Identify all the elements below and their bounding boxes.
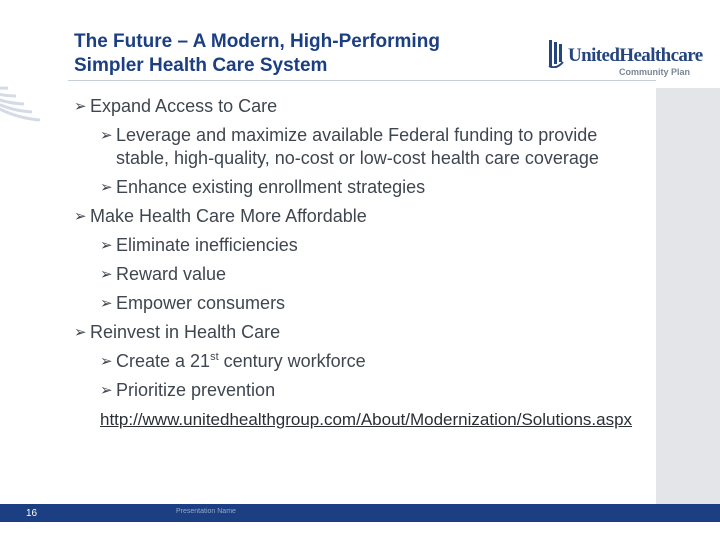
bullet-text: Prioritize prevention — [116, 380, 276, 400]
bullet-text — [116, 351, 366, 371]
arrow-bullet-icon: ➢ — [100, 266, 113, 283]
bullet-text: Empower consumers — [116, 293, 286, 313]
title-line-2: Simpler Health Care System — [74, 55, 328, 76]
logo-subtitle: Community Plan — [618, 67, 690, 77]
link-item — [100, 408, 644, 432]
title-line-1: The Future – A Modern, High-Performing — [74, 31, 440, 52]
decorative-arcs — [0, 0, 70, 130]
footer-bar — [0, 504, 720, 522]
arrow-bullet-icon: ➢ — [100, 127, 113, 144]
sub-bullet-empower — [100, 292, 644, 315]
bullet-reinvest — [74, 321, 644, 344]
workforce-text-pre: Create a 21 — [116, 351, 211, 371]
bullet-expand-access — [74, 95, 644, 118]
sub-bullet-prevention — [100, 379, 644, 402]
sub-bullet-federal-funding — [100, 124, 644, 170]
arrow-bullet-icon: ➢ — [100, 179, 113, 196]
bullet-text: Eliminate inefficiencies — [116, 235, 298, 255]
presentation-name: Presentation Name — [176, 508, 236, 515]
sub-bullet-enrollment — [100, 176, 644, 199]
title-divider — [68, 80, 656, 81]
bullet-text: Reward value — [116, 264, 227, 284]
unitedhealthcare-logo — [548, 36, 703, 80]
ordinal-suffix: st — [210, 351, 219, 363]
slide-title — [74, 30, 534, 78]
page-number: 16 — [26, 508, 38, 519]
sub-bullet-workforce — [100, 350, 644, 373]
arrow-bullet-icon: ➢ — [100, 353, 113, 370]
arrow-bullet-icon: ➢ — [100, 295, 113, 312]
arrow-bullet-icon: ➢ — [100, 382, 113, 399]
modernization-solutions-link[interactable]: http://www.unitedhealthgroup.com/About/Modernization/Solutions.aspx — [100, 410, 633, 429]
bullet-text: Make Health Care More Affordable — [90, 206, 367, 226]
logo-wordmark: UnitedHealthcare — [568, 45, 703, 66]
arrow-bullet-icon: ➢ — [74, 208, 87, 225]
sub-bullet-inefficiencies — [100, 234, 644, 257]
bullet-affordable — [74, 205, 644, 228]
bullet-text: Expand Access to Care — [90, 96, 278, 116]
logo-mark-icon — [548, 40, 566, 68]
sub-bullet-reward-value — [100, 263, 644, 286]
workforce-text-post: century workforce — [218, 351, 366, 371]
bullet-text: Reinvest in Health Care — [90, 322, 281, 342]
side-panel — [656, 88, 720, 504]
arrow-bullet-icon: ➢ — [74, 98, 87, 115]
bullet-text: Enhance existing enrollment strategies — [116, 177, 426, 197]
arrow-bullet-icon: ➢ — [100, 237, 113, 254]
arrow-bullet-icon: ➢ — [74, 324, 87, 341]
bullet-text: Leverage and maximize available Federal funding to provide stable, high-quality, no-cost or low-cost health care coverage — [116, 125, 599, 168]
bullet-list — [74, 95, 644, 438]
